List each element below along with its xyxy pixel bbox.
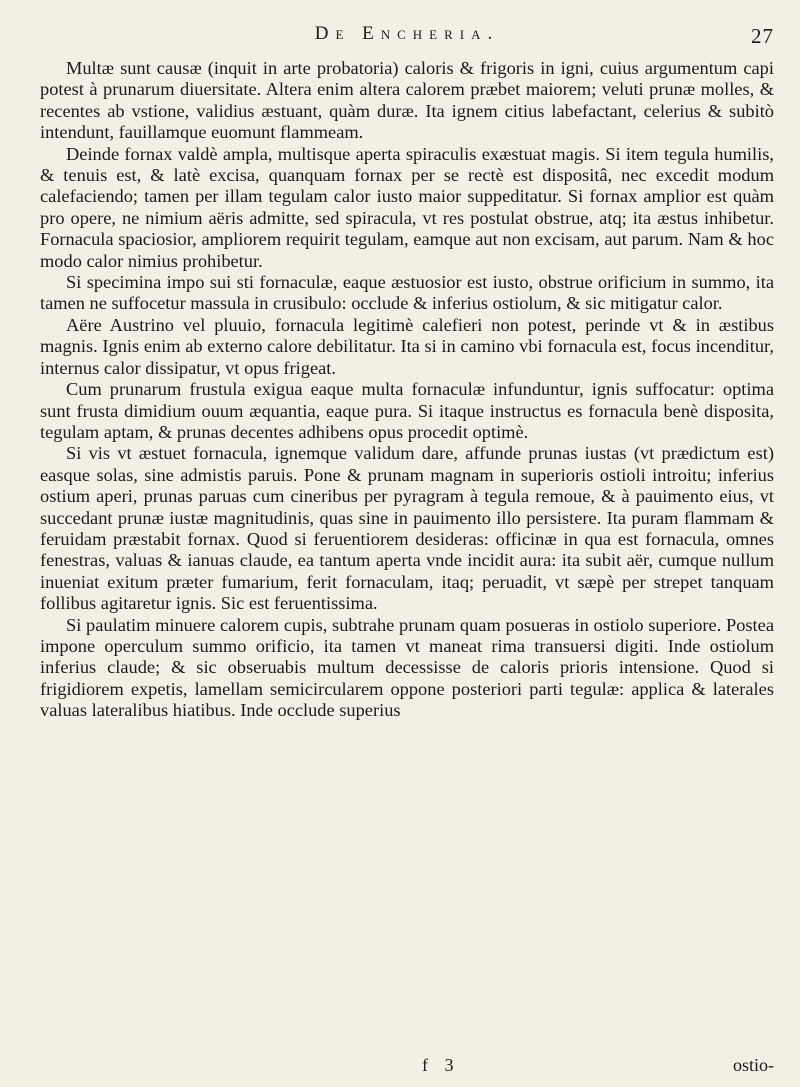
running-header (40, 14, 774, 54)
running-head-title: De Encheria. (314, 23, 500, 44)
text-body (40, 58, 774, 722)
page-number: 27 (751, 24, 774, 48)
paragraph: Si specimina impo sui sti fornaculæ, eaque æstuosior est iusto, obstrue orificium in summo, ita tamen ne suffocetur massula in crusibulo: occlude & inferius ostiolum, & sic mitigatur calor. (40, 272, 774, 314)
paragraph: Si vis vt æstuet fornacula, ignemque validum dare, affunde prunas iustas (vt prædictum est) easque solas, sine admistis paruis. Pone & prunam magnam in superioris ostioli introitu; inferius ostium aperi, prunas paruas cum cineribus per pyragram à tegula remoue, & à pauimento eius, vt succedant prunæ iustæ magnitudinis, quas sine in pauimento illo persistere. Ita puram flammam & feruidam præstabit fornax. Quod si feruentiorem desideras: officinæ in qua est fornacula, omnes fenestras, valuas & ianuas claude, ea tantum aperta vnde incidit aura: ita subit aër, cumque nullum inueniat exitum præter fumarium, ferit fornaculam, itaq; peruadit, vt sæpè per strepet tanquam follibus agitaretur ignis. Sic est feruentissima. (40, 443, 774, 614)
paragraph: Cum prunarum frustula exigua eaque multa fornaculæ infunduntur, ignis suffocatur: optima sunt frusta dimidium ouum æquantia, eaque pura. Si itaque instructus es fornacula benè disposita, tegulam aptam, & prunas decentes adhibens opus procedit optimè. (40, 379, 774, 442)
paragraph: Si paulatim minuere calorem cupis, subtrahe prunam quam posueras in ostiolo superiore. Postea impone operculum summo orificio, ita tamen vt maneat rima transuersi digiti. Inde ostiolum inferius claude; & sic obseruabis multum decessisse de caloris prioris intensione. Quod si frigidiorem expetis, lamellam semicircularem oppone posteriori parti tegulæ: applica & laterales valuas lateralibus hiatibus. Inde occlude superius (40, 614, 774, 721)
catchword: ostio- (732, 1055, 774, 1075)
signature-mark: f 3 (422, 1055, 460, 1075)
paragraph: Aëre Austrino vel pluuio, fornacula legitimè calefieri non potest, perinde vt & in æstibus magnis. Ignis enim ab externo calore debilitatur. Ita si in camino vbi fornacula est, focus incenditur, internus calor dissipatur, vt opus frigeat. (40, 314, 774, 378)
paragraph: Deinde fornax valdè ampla, multisque aperta spiraculis exæstuat magis. Si item tegula humilis, & tenuis est, & latè excisa, quanquam fornax per se rectè est dispositâ, nec excedit modum calefaciendo; tamen per illam tegulam calor iusto maior suppeditatur. Si fornax amplior est quàm pro opere, ne nimium aëris admitte, sed spiracula, vt res postulat obstrue, atq; ita æstus inhibetur. Fornacula spaciosior, ampliorem requirit tegulam, eamque aut non excisam, aut parum. Nam & hoc modo calor nimius prohibetur. (40, 143, 774, 271)
page-footer (40, 1055, 774, 1081)
paragraph: Multæ sunt causæ (inquit in arte probatoria) caloris & frigoris in igni, cuius argumentum capi potest à prunarum diuersitate. Altera enim altera calorem præbet maiorem; veluti prunæ molles, & recentes ab vstione, validius æstuant, quàm duræ. Ita ignem citius labefactant, celerius & subitò intendunt, fauillamque euomunt flammeam. (40, 58, 774, 143)
